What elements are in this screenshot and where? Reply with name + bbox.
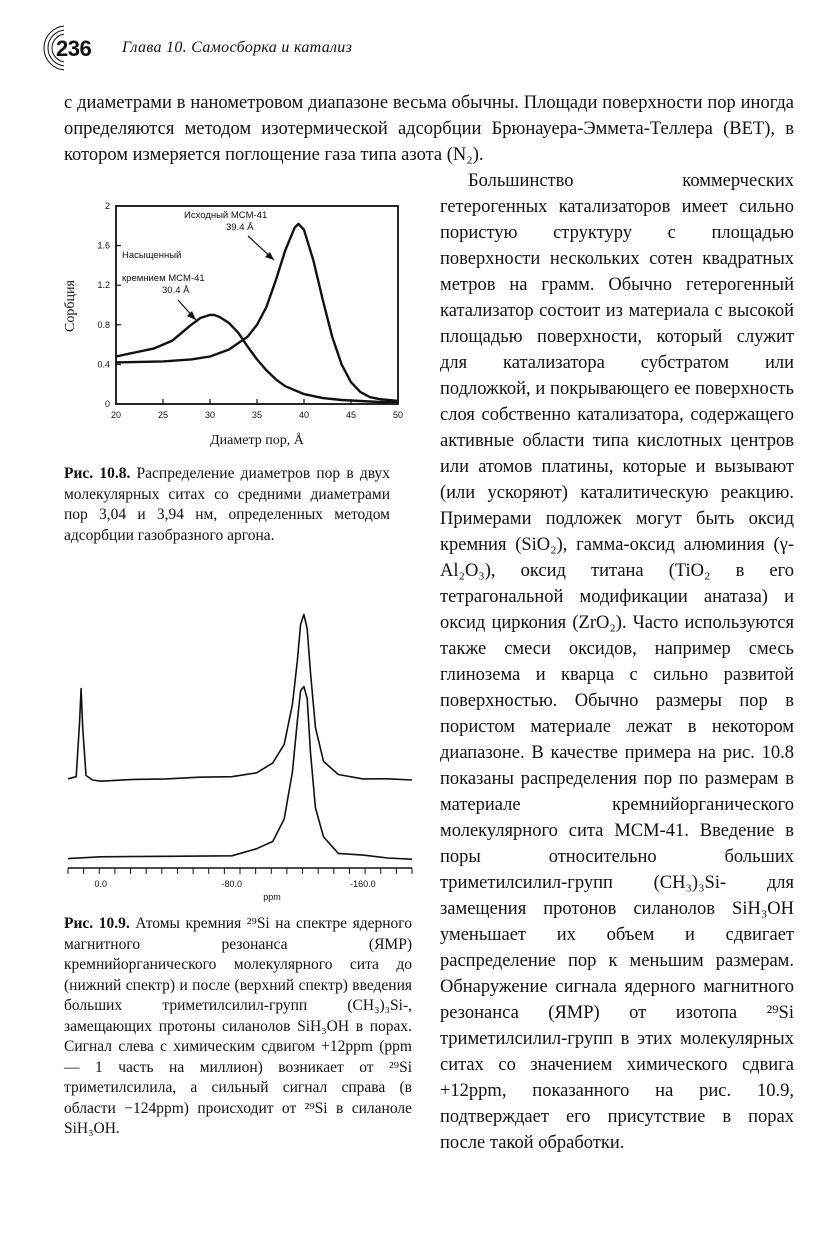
right-column-text bbox=[440, 168, 794, 1156]
figure-10-8-caption bbox=[64, 464, 390, 546]
annotation-saturated-line1: Насыщенный bbox=[122, 250, 182, 261]
x-tick-label: -160.0 bbox=[350, 879, 376, 889]
x-tick-label: 20 bbox=[110, 410, 122, 420]
caption-label: Рис. 10.8. bbox=[64, 465, 131, 482]
x-tick-label: -80.0 bbox=[221, 879, 243, 889]
annotation-saturated-line3: 30.4 Å bbox=[162, 285, 190, 296]
page-number: 236 bbox=[56, 36, 92, 61]
x-tick-label: 25 bbox=[157, 410, 169, 420]
figure-10-8-chart bbox=[60, 196, 405, 454]
y-tick-label: 0 bbox=[104, 399, 110, 409]
y-axis-ticks bbox=[97, 201, 121, 409]
series-line-saturated bbox=[116, 315, 398, 402]
x-axis-label: ppm bbox=[263, 892, 281, 902]
top-paragraph: с диаметрами в нанометровом диапазоне весьма обычны. Площади поверхности пор иногда определяются методом изотермической адсорбции Брюнауера-Эммета-Теллера (BET), в котором измеряется поглощение газа типа азота (N₂). bbox=[64, 93, 794, 165]
annotation-original-line2: 39.4 Å bbox=[226, 222, 254, 233]
spectrum-line-after bbox=[68, 614, 412, 781]
page-header bbox=[38, 22, 798, 74]
annotation-saturated-line2: кремнием MCM-41 bbox=[122, 273, 205, 284]
caption-label: Рис. 10.9. bbox=[64, 915, 130, 932]
y-tick-label: 0.4 bbox=[97, 359, 110, 370]
spectra-lines bbox=[68, 614, 412, 859]
y-tick-label: 2 bbox=[104, 201, 110, 211]
y-tick-label: 1.2 bbox=[97, 280, 110, 291]
figure-10-9-nmr-spectra bbox=[60, 600, 420, 906]
x-tick-label: 30 bbox=[204, 410, 216, 420]
spectrum-line-before bbox=[68, 687, 412, 860]
x-tick-label: 0.0 bbox=[94, 879, 108, 889]
figure-10-9-caption bbox=[64, 914, 412, 1140]
x-axis-label: Диаметр пор, Å bbox=[210, 433, 304, 448]
x-tick-label: 50 bbox=[392, 410, 404, 420]
y-tick-label: 0.8 bbox=[97, 319, 110, 330]
y-axis-label: Сорбция bbox=[63, 280, 78, 332]
x-axis-ticks bbox=[68, 868, 412, 889]
x-tick-label: 40 bbox=[298, 410, 310, 420]
y-tick-label: 1.6 bbox=[97, 240, 110, 251]
plot-frame bbox=[116, 206, 398, 404]
caption-text: Атомы кремния ²⁹Si на спектре ядерного магнитного резонанса (ЯМР) кремнийорганического молекулярного сита до (нижний спектр) и после (верхний спектр) введения больших триметилсилил-групп (CH₃)₃Si-, замещающих протоны силанолов SiH₃OH в порах. Сигнал слева с химическим сдвигом +12ppm (ppm — 1 часть на миллион) возникает от ²⁹Si триметилсилила, а сильный сигнал справа (в области −124ppm) происходит от ²⁹Si в силаноле SiH₃OH. bbox=[64, 915, 412, 1137]
paragraph: Большинство коммерческих гетерогенных катализаторов имеет сильно пористую структуру с площадью поверхности нескольких сотен квадратных метров на грамм. Обычно гетерогенный катализатор состоит из материала с высокой площадью поверхности, который служит для катализатора субстратом или подложкой, и покрывающего ее поверхность слоя собственно катализатора, содержащего активные области типа кислотных центров или атомов платины, которые и вызывают (или ускоряют) каталитическую реакцию. Примерами подложек могут быть оксид кремния (SiO₂), гамма-оксид алюминия (γ-Al₂O₃), оксид титана (TiO₂ в его тетрагональной модификации анатаза) и оксид циркония (ZrO₂). Часто используются также смеси оксидов, например смесь глинозема и кварца с сильно развитой поверхностью. Обычно размеры пор в пористом материале лежат в некотором диапазоне. В качестве примера на рис. 10.8 показаны распределения пор по размерам в материале кремнийорганического молекулярного сита MCM-41. Введение в поры относительно больших триметилсилил-групп (CH₃)₃Si- для замещения протонов силанолов SiH₃OH уменьшает их объем и сдвигает распределение пор к меньшим размерам. Обнаружение сигнала ядерного магнитного резонанса (ЯМР) от изотопа ²⁹Si триметилсилил-групп в этих молекулярных ситах со значением химического сдвига +12ppm, показанного на рис. 10.9, подтверждает его присутствие в порах после такой обработки. bbox=[440, 171, 794, 1153]
caption-text: Распределение диаметров пор в двух молекулярных ситах со средними диаметрами пор 3,04 и 3,94 нм, определенных методом адсорбции газобразного аргона. bbox=[64, 465, 391, 544]
x-tick-label: 45 bbox=[345, 410, 357, 420]
annotation-original-line1: Исходный MCM-41 bbox=[184, 210, 268, 221]
x-tick-label: 35 bbox=[251, 410, 263, 420]
running-title: Глава 10. Самосборка и катализ bbox=[122, 39, 353, 56]
x-axis-ticks bbox=[111, 399, 403, 420]
